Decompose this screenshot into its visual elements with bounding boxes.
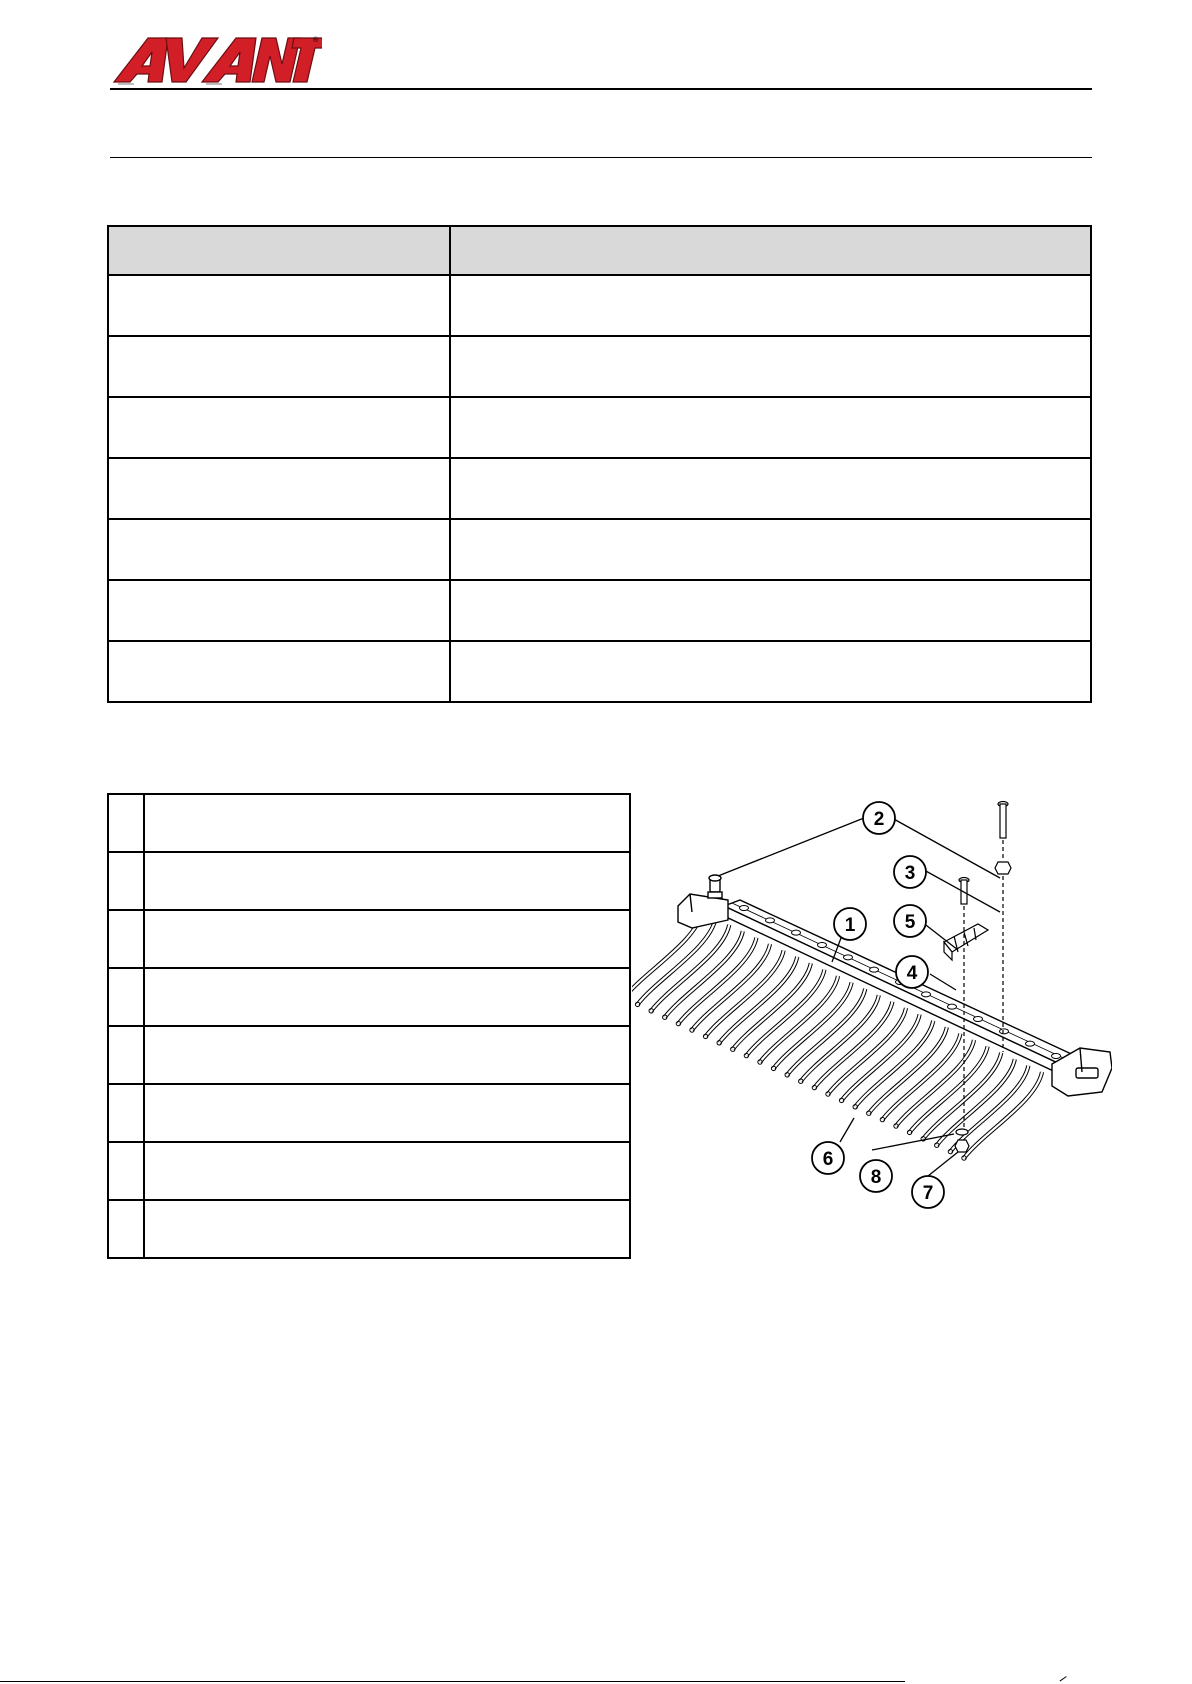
part-description-cell xyxy=(144,1026,630,1084)
footer-mark xyxy=(1060,1676,1069,1684)
beam-hole xyxy=(792,930,801,935)
spring-tine-highlight xyxy=(964,1072,1042,1158)
part-number-cell xyxy=(108,794,144,852)
beam-hole xyxy=(948,1004,957,1009)
part-description-cell xyxy=(144,794,630,852)
table-row xyxy=(108,458,1091,519)
part-number-cell xyxy=(108,910,144,968)
callout-3-label: 3 xyxy=(904,863,916,884)
part-description-cell xyxy=(144,1142,630,1200)
table-row xyxy=(108,1142,630,1200)
clamp-plate-part-4 xyxy=(944,924,988,960)
part-description-cell xyxy=(144,968,630,1026)
table-row xyxy=(108,641,1091,702)
part-number-cell xyxy=(108,968,144,1026)
footer-rule xyxy=(0,1681,905,1682)
table-row xyxy=(108,519,1091,580)
beam-hole xyxy=(870,967,879,972)
header-rule xyxy=(110,88,1092,90)
nut-part-3 xyxy=(995,862,1011,874)
table-row xyxy=(108,852,630,910)
beam-hole xyxy=(1052,1054,1061,1059)
exploded-parts-diagram xyxy=(632,796,1112,1256)
beam-hole xyxy=(974,1017,983,1022)
part-description-cell xyxy=(144,1200,630,1258)
beam-hole xyxy=(1000,1029,1009,1034)
table-row xyxy=(108,1026,630,1084)
table-row xyxy=(108,275,1091,336)
spec-label-cell xyxy=(108,458,450,519)
bolt-part-3 xyxy=(998,802,1008,839)
part-number-cell xyxy=(108,1200,144,1258)
table-row xyxy=(108,336,1091,397)
parts-list-table xyxy=(107,793,631,1259)
left-end-bracket xyxy=(678,875,728,928)
spec-value-cell xyxy=(450,275,1091,336)
table-row xyxy=(108,580,1091,641)
table-row xyxy=(108,1200,630,1258)
spec-value-cell xyxy=(450,397,1091,458)
avant-logo xyxy=(112,34,322,86)
part-number-cell xyxy=(108,852,144,910)
beam-hole xyxy=(1026,1041,1035,1046)
spec-label-cell xyxy=(108,397,450,458)
avant-logo-graphic xyxy=(112,34,322,86)
table-row xyxy=(108,794,630,852)
callout-4-label: 4 xyxy=(906,963,918,984)
section-rule xyxy=(110,157,1092,158)
callout-6-label: 6 xyxy=(822,1149,834,1170)
beam-hole xyxy=(818,943,827,948)
callout-5-label: 5 xyxy=(904,912,916,933)
spec-label-cell xyxy=(108,519,450,580)
spec-value-cell xyxy=(450,336,1091,397)
part-description-cell xyxy=(144,1084,630,1142)
beam-hole xyxy=(766,918,775,923)
part-number-cell xyxy=(108,1084,144,1142)
beam-hole xyxy=(844,955,853,960)
spec-value-cell xyxy=(450,641,1091,702)
specifications-table xyxy=(107,225,1092,703)
header-cell xyxy=(450,226,1091,275)
callout-7-label: 7 xyxy=(922,1183,934,1204)
part-number-cell xyxy=(108,1026,144,1084)
part-number-cell xyxy=(108,1142,144,1200)
washer-part-8 xyxy=(956,1129,968,1135)
table-header-row xyxy=(108,226,1091,275)
spec-label-cell xyxy=(108,641,450,702)
table-row xyxy=(108,910,630,968)
beam-hole xyxy=(922,992,931,997)
callout-8-label: 8 xyxy=(870,1167,882,1188)
diagram-drawing xyxy=(632,796,1112,1256)
part-description-cell xyxy=(144,852,630,910)
spec-value-cell xyxy=(450,580,1091,641)
nut-part-7 xyxy=(955,1140,969,1152)
callout-2-label: 2 xyxy=(873,809,885,830)
part-description-cell xyxy=(144,910,630,968)
spec-label-cell xyxy=(108,336,450,397)
spec-value-cell xyxy=(450,519,1091,580)
svg-text:®: ® xyxy=(313,37,319,44)
table-row xyxy=(108,968,630,1026)
callout-1-label: 1 xyxy=(844,915,856,936)
spec-label-cell xyxy=(108,275,450,336)
beam-hole xyxy=(740,906,749,911)
spec-label-cell xyxy=(108,580,450,641)
table-row xyxy=(108,1084,630,1142)
header-cell xyxy=(108,226,450,275)
spec-value-cell xyxy=(450,458,1091,519)
table-row xyxy=(108,397,1091,458)
